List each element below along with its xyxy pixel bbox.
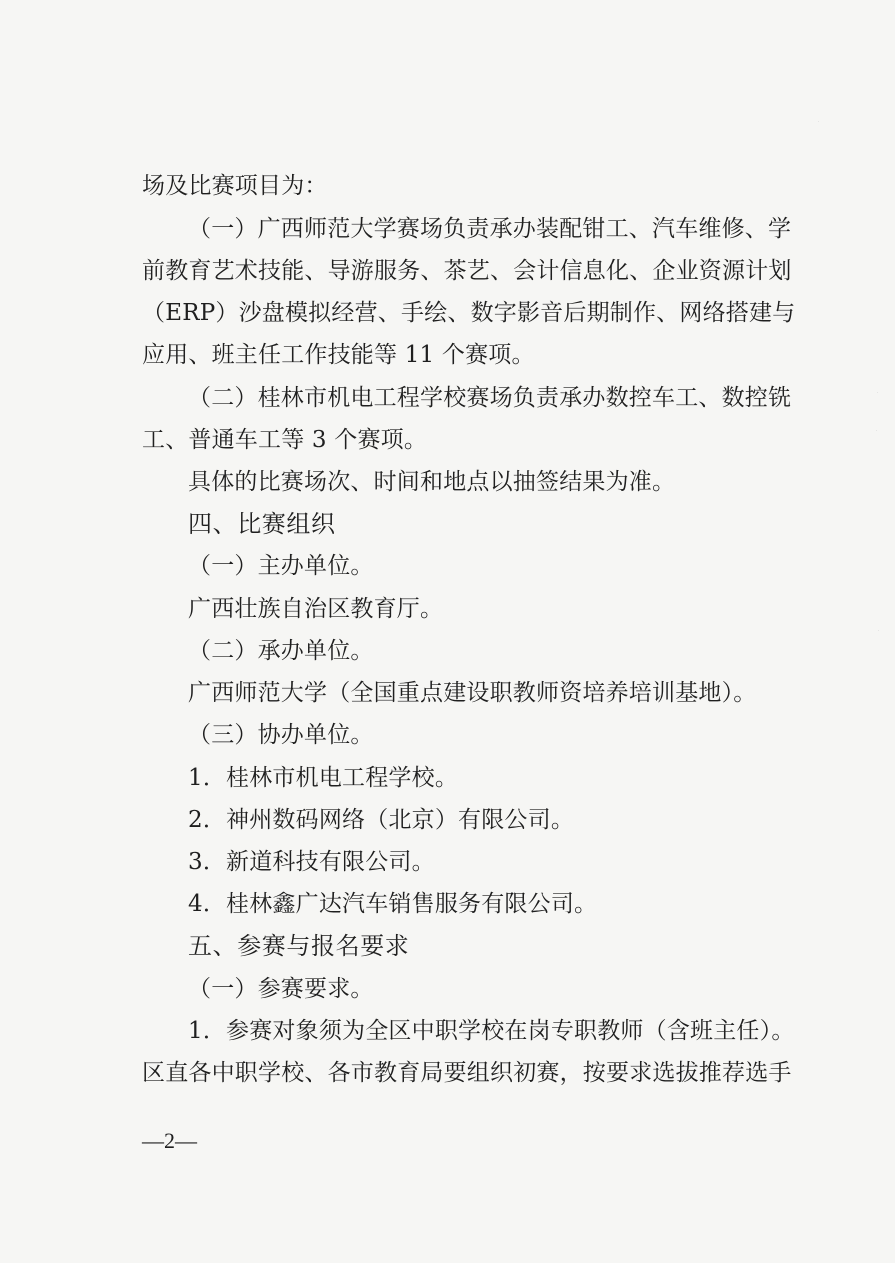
- paragraph-line: 1．参赛对象须为全区中职学校在岗专职教师（含班主任）。: [188, 1018, 795, 1044]
- section-heading: 四、比赛组织: [188, 510, 336, 538]
- paragraph-line: 区直各中职学校、各市教育局要组织初赛，按要求选拔推荐选手: [142, 1060, 792, 1086]
- list-item: 1．桂林市机电工程学校。: [188, 765, 459, 791]
- section-heading: 五、参赛与报名要求: [188, 932, 410, 960]
- paragraph-line: （ERP）沙盘模拟经营、手绘、数字影音后期制作、网络搭建与: [142, 300, 796, 326]
- page-number: —2—: [142, 1128, 197, 1153]
- subsection-heading: （三）协办单位。: [188, 722, 374, 748]
- paragraph-line: （二）桂林市机电工程学校赛场负责承办数控车工、数控铣: [188, 385, 792, 411]
- scan-speck: [818, 121, 819, 122]
- paragraph-line: 具体的比赛场次、时间和地点以抽签结果为准。: [188, 469, 676, 495]
- subsection-heading: （一）主办单位。: [188, 553, 374, 579]
- subsection-heading: （一）参赛要求。: [188, 976, 374, 1002]
- scan-speck: [877, 392, 878, 393]
- paragraph-line: 广西师范大学（全国重点建设职教师资培养培训基地）。: [188, 680, 757, 706]
- scan-speck: [876, 430, 877, 431]
- paragraph-line: 应用、班主任工作技能等 11 个赛项。: [142, 342, 535, 368]
- paragraph-line: （一）广西师范大学赛场负责承办装配钳工、汽车维修、学: [188, 216, 792, 242]
- list-item: 2．神州数码网络（北京）有限公司。: [188, 807, 575, 833]
- paragraph-line: 前教育艺术技能、导游服务、茶艺、会计信息化、企业资源计划: [142, 258, 792, 284]
- scan-speck: [878, 630, 879, 631]
- paragraph-line: 广西壮族自治区教育厅。: [188, 596, 444, 622]
- subsection-heading: （二）承办单位。: [188, 638, 374, 664]
- list-item: 3．新道科技有限公司。: [188, 849, 435, 875]
- paragraph-line: 场及比赛项目为：: [142, 173, 328, 199]
- list-item: 4．桂林鑫广达汽车销售服务有限公司。: [188, 891, 598, 917]
- paragraph-line: 工、普通车工等 3 个赛项。: [142, 427, 428, 453]
